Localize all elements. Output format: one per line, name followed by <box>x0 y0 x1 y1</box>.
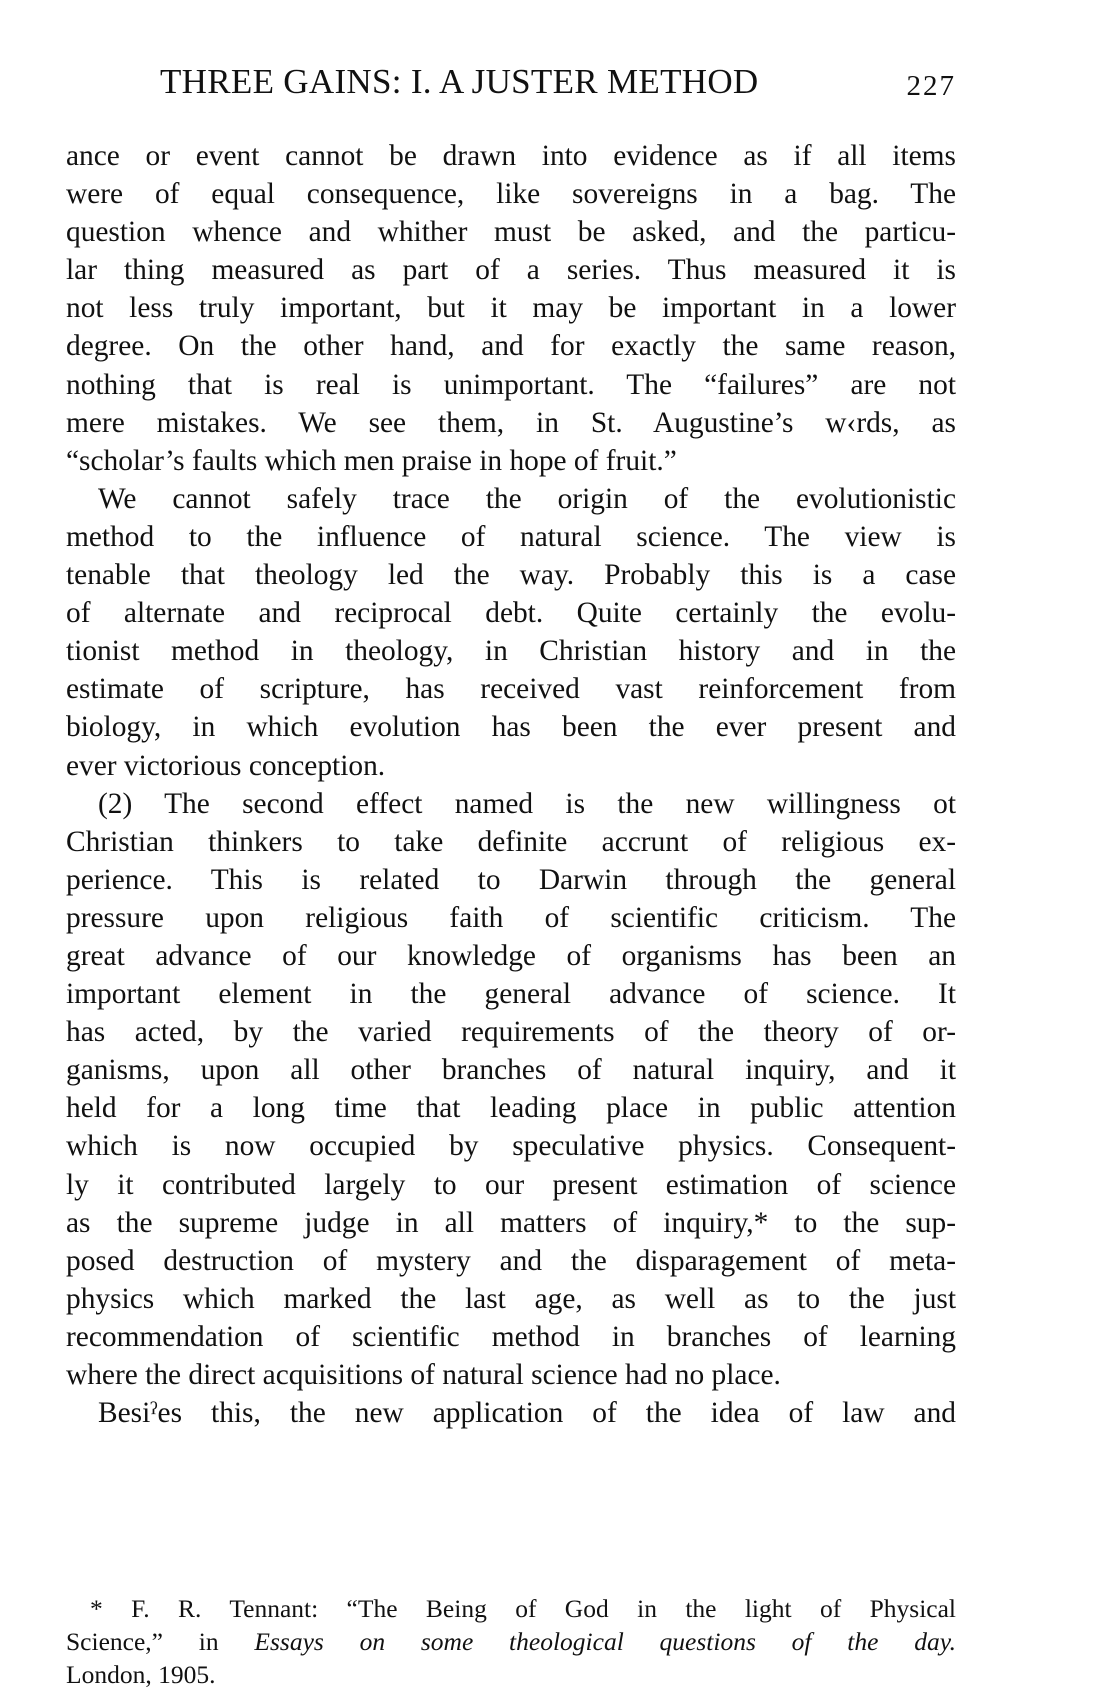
footnote-line: London, 1905. <box>66 1660 216 1689</box>
text-line: Christian thinkers to take definite accrunt of religious ex- <box>66 825 956 858</box>
footnote-line <box>66 1625 956 1658</box>
text-line: degree. On the other hand, and for exactly the same reason, <box>66 330 956 363</box>
text-line: great advance of our knowledge of organisms has been an <box>66 939 956 972</box>
body-text <box>66 137 956 1432</box>
text-line: method to the influence of natural science. The view is <box>66 520 956 553</box>
text-line: pressure upon religious faith of scientific criticism. The <box>66 901 956 934</box>
paragraph-start-line: We cannot safely trace the origin of the evolutionistic <box>98 482 956 515</box>
footnote-line <box>66 1592 956 1625</box>
running-head <box>66 62 956 112</box>
text-line: recommendation of scientific method in branches of learning <box>66 1320 956 1353</box>
text-line: biology, in which evolution has been the ever present and <box>66 711 956 744</box>
text-line: perience. This is related to Darwin through the general <box>66 863 956 896</box>
text-line: were of equal consequence, like sovereigns in a bag. The <box>66 178 956 211</box>
text-line: lar thing measured as part of a series. Thus measured it is <box>66 254 956 287</box>
text-line: physics which marked the last age, as well as to the just <box>66 1282 956 1315</box>
text-line: “scholar’s faults which men praise in hope of fruit.” <box>66 444 677 477</box>
footnote-marker: * <box>90 1594 103 1623</box>
text-line: nothing that is real is unimportant. The “failures” are not <box>66 368 956 401</box>
paragraph-start-line: (2) The second effect named is the new willingness ot <box>98 787 956 820</box>
footnote-citation: F. R. Tennant: “The Being of God in the light of Physical <box>131 1594 957 1623</box>
text-line: ganisms, upon all other branches of natural inquiry, and it <box>66 1054 956 1087</box>
text-line: which is now occupied by speculative physics. Consequent- <box>66 1130 956 1163</box>
text-line: as the supreme judge in all matters of inquiry,* to the sup- <box>66 1206 956 1239</box>
paragraph-start-line: Besiˀes this, the new application of the idea of law and <box>98 1397 956 1430</box>
text-line: has acted, by the varied requirements of the theory of or- <box>66 1016 956 1049</box>
text-line: ance or event cannot be drawn into evidence as if all items <box>66 140 956 172</box>
footnote-text: Science,” in <box>66 1627 255 1656</box>
text-line: question whence and whither must be asked, and the particu- <box>66 216 956 249</box>
footnote <box>66 1592 956 1691</box>
text-line: estimate of scripture, has received vast reinforcement from <box>66 673 956 706</box>
text-line: tenable that theology led the way. Probably this is a case <box>66 559 956 592</box>
text-line: posed destruction of mystery and the disparagement of meta- <box>66 1244 956 1277</box>
text-line: tionist method in theology, in Christian history and in the <box>66 635 956 668</box>
text-line: not less truly important, but it may be important in a lower <box>66 292 956 325</box>
text-line: where the direct acquisitions of natural science had no place. <box>66 1359 781 1391</box>
text-line: ly it contributed largely to our present estimation of science <box>66 1168 956 1201</box>
footnote-book-title: Essays on some theological questions of the day. <box>254 1627 957 1656</box>
text-line: ever victorious conception. <box>66 749 386 782</box>
text-line: of alternate and reciprocal debt. Quite certainly the evolu- <box>66 597 956 630</box>
text-line: mere mistakes. We see them, in St. Augustine’s w‹rds, as <box>66 406 956 439</box>
running-title: THREE GAINS: I. A JUSTER METHOD <box>160 62 759 101</box>
page-number: 227 <box>906 70 956 102</box>
text-line: held for a long time that leading place in public attention <box>66 1092 956 1125</box>
text-line: important element in the general advance of science. It <box>66 978 956 1011</box>
